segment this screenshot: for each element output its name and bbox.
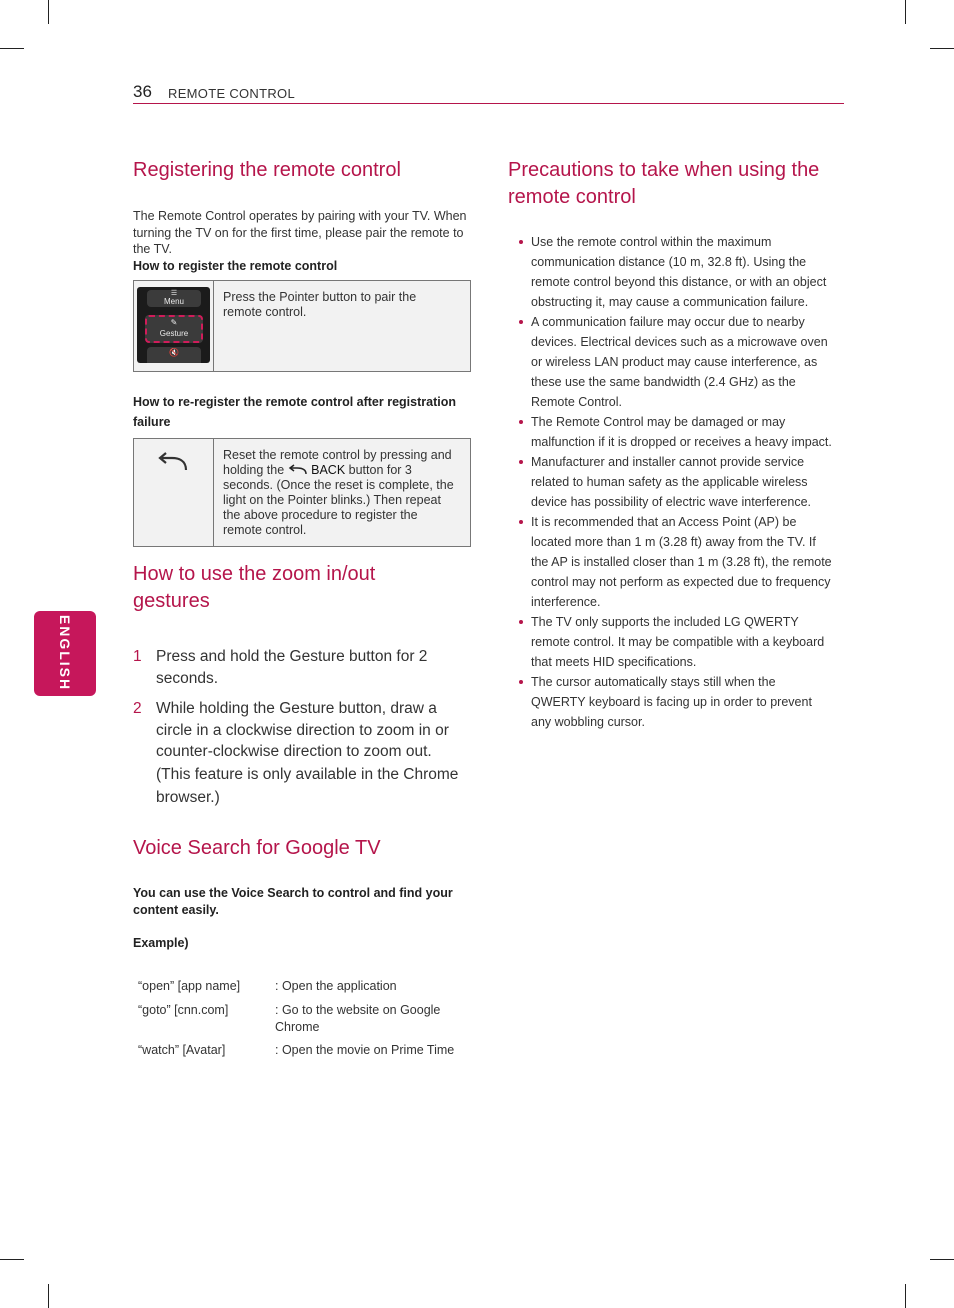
pointer-icon: ✎ xyxy=(170,318,178,327)
menu-lines-icon: ☰ xyxy=(170,290,178,297)
zoom-heading: How to use the zoom in/out gestures xyxy=(133,563,376,612)
page-number: 36 xyxy=(133,82,152,101)
registering-heading: Registering the remote control xyxy=(133,159,401,181)
register-instruction: Press the Pointer button to pair the remote control. xyxy=(223,290,417,319)
crop-mark xyxy=(905,1284,906,1308)
reset-text-end: button for 3 seconds. (Once the reset is complete, the light on the Pointer blinks.) Then repeat the above procedure to register the remote control. xyxy=(223,463,454,537)
remote-image-cell xyxy=(134,281,214,371)
reset-instruction xyxy=(223,448,458,538)
precaution-item: It is recommended that an Access Point (AP) be located more than 1 m (3.28 ft) away from the TV. If the AP is installed closer than 1 m (3.28 ft), the remote control may not perform as expected due to frequency interference. xyxy=(509,512,833,612)
mute-button-image xyxy=(147,347,201,363)
back-inline-icon xyxy=(288,464,308,475)
register-table xyxy=(133,280,471,372)
crop-mark xyxy=(930,48,954,49)
crop-mark xyxy=(48,0,49,24)
crop-mark xyxy=(48,1284,49,1308)
precaution-item: The TV only supports the included LG QWERTY remote control. It may be compatible with a keyboard that meets HID specifications. xyxy=(509,612,833,672)
example-description: : Go to the website on Google Chrome xyxy=(275,1003,441,1034)
precaution-item: A communication failure may occur due to nearby devices. Electrical devices such as a microwave oven or wireless LAN product may cause interference, as these use the same bandwidth (2.4 GHz) as the Remote Control. xyxy=(509,312,833,412)
register-subtitle: How to register the remote control xyxy=(133,259,338,273)
menu-button-image xyxy=(147,290,201,307)
crop-mark xyxy=(930,1259,954,1260)
precaution-item: Manufacturer and installer cannot provide service related to human safety as the applicable wireless device has possibility of electric wave interference. xyxy=(509,452,833,512)
example-description: : Open the movie on Prime Time xyxy=(275,1043,455,1057)
crop-mark xyxy=(905,0,906,24)
reregister-table xyxy=(133,438,471,547)
language-tab-label: ENGLISH xyxy=(57,614,73,692)
back-icon-cell xyxy=(134,439,214,546)
zoom-note: (This feature is only available in the Chrome browser.) xyxy=(156,765,459,806)
crop-mark xyxy=(0,1259,24,1260)
step-number: 2 xyxy=(133,700,142,717)
example-description: : Open the application xyxy=(275,979,397,993)
reset-text-start: Reset the remote control by pressing and holding the xyxy=(223,448,452,477)
step-number: 1 xyxy=(133,648,142,665)
example-row xyxy=(138,1002,478,1038)
zoom-step xyxy=(133,646,463,689)
voice-intro: You can use the Voice Search to control and find your content easily. xyxy=(133,886,453,917)
crop-mark xyxy=(0,48,24,49)
step-text: While holding the Gesture button, draw a circle in a clockwise direction to zoom in or counter-clockwise direction to zoom out. xyxy=(156,700,449,760)
example-row xyxy=(138,1042,478,1078)
precaution-item: The Remote Control may be damaged or may malfunction if it is dropped or receives a heavy impact. xyxy=(509,412,833,452)
example-command: “goto” [cnn.com] xyxy=(138,1003,229,1017)
step-text: Press and hold the Gesture button for 2 seconds. xyxy=(156,648,428,687)
header-rule xyxy=(133,103,844,104)
remote-image xyxy=(137,287,210,363)
mute-icon: 🔇 xyxy=(169,348,179,357)
example-command: “open” [app name] xyxy=(138,979,241,993)
section-title: REMOTE CONTROL xyxy=(168,86,295,101)
language-tab xyxy=(34,611,96,696)
example-label: Example) xyxy=(133,936,189,950)
back-label: BACK xyxy=(311,463,346,477)
precautions-list xyxy=(509,232,833,732)
registering-intro: The Remote Control operates by pairing with your TV. When turning the TV on for the first time, please pair the remote to the TV. xyxy=(133,209,467,256)
reregister-subtitle: How to re-register the remote control after registration failure xyxy=(133,395,456,429)
gesture-button-label: Gesture xyxy=(159,329,189,338)
precaution-item: Use the remote control within the maximum communication distance (10 m, 32.8 ft). Using the remote control beyond this distance, or with an object obstructing it, may cause a communication failure. xyxy=(509,232,833,312)
precautions-heading: Precautions to take when using the remote control xyxy=(508,159,820,208)
gesture-button-image xyxy=(145,315,203,343)
back-arrow-icon xyxy=(156,450,190,474)
precaution-item: The cursor automatically stays still when the QWERTY keyboard is facing up in order to prevent any wobbling cursor. xyxy=(509,672,833,732)
example-command: “watch” [Avatar] xyxy=(138,1043,226,1057)
voice-heading: Voice Search for Google TV xyxy=(133,837,381,859)
menu-button-label: Menu xyxy=(163,297,184,306)
zoom-step xyxy=(133,698,463,809)
example-row xyxy=(138,978,478,998)
